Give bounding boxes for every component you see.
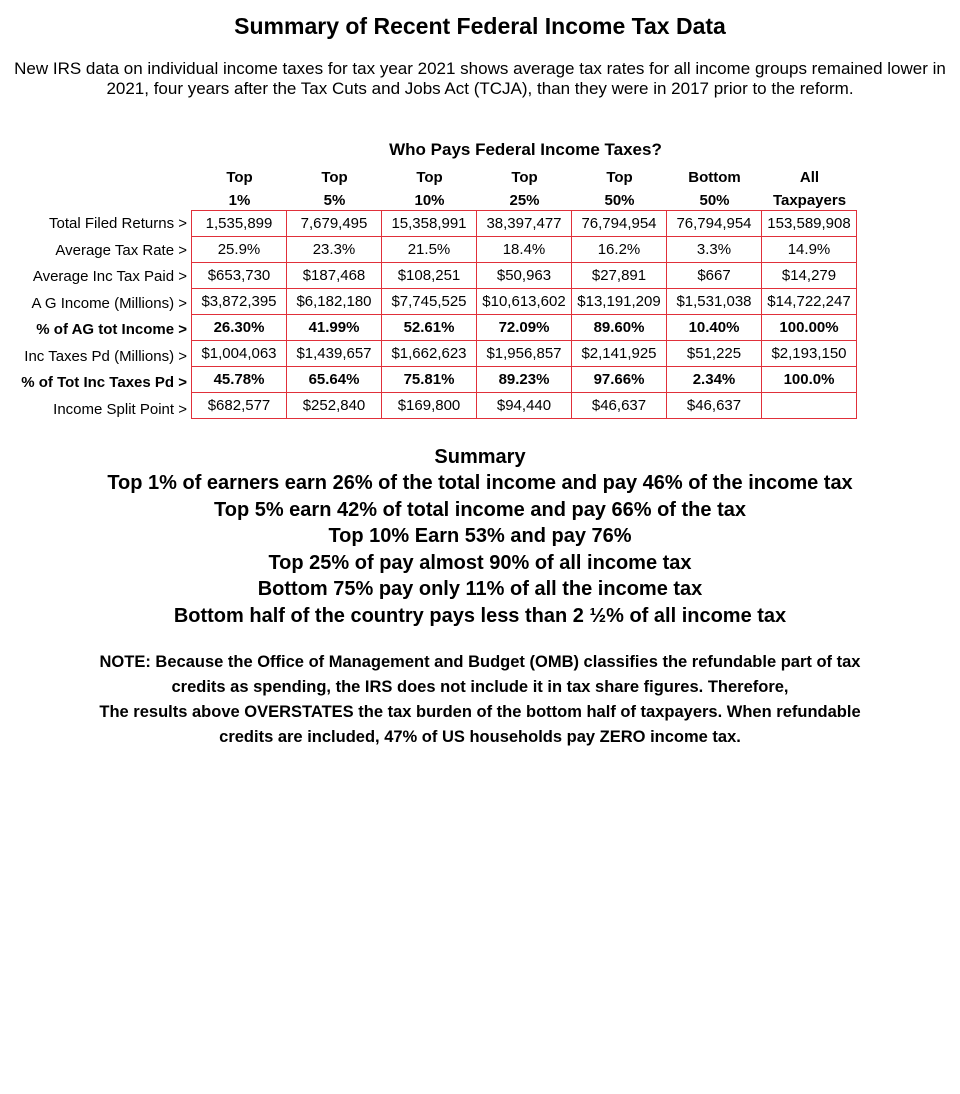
table-cell: 41.99%: [287, 315, 382, 341]
table-cell: 23.3%: [287, 237, 382, 263]
table-row: [192, 263, 857, 289]
table-row: [192, 341, 857, 367]
table-cell: $46,637: [667, 393, 762, 419]
table-cell: $6,182,180: [287, 289, 382, 315]
table-cell: 76,794,954: [572, 211, 667, 237]
table-cell: $1,662,623: [382, 341, 477, 367]
table-cell: $7,745,525: [382, 289, 477, 315]
note-line: The results above OVERSTATES the tax burden of the bottom half of taxpayers. When refundable: [99, 703, 861, 721]
table-cell: $13,191,209: [572, 289, 667, 315]
table-cell: $2,141,925: [572, 341, 667, 367]
table-row: [192, 237, 857, 263]
table-cell: $14,722,247: [762, 289, 857, 315]
table-cell: 76,794,954: [667, 211, 762, 237]
table-cell: 7,679,495: [287, 211, 382, 237]
table-cell: 2.34%: [667, 367, 762, 393]
summary-heading: Summary: [434, 446, 526, 468]
table-cell: $1,531,038: [667, 289, 762, 315]
row-label-income-split-point: Income Split Point >: [53, 401, 187, 418]
table-cell: $187,468: [287, 263, 382, 289]
table-cell: 15,358,991: [382, 211, 477, 237]
table-row: [192, 211, 857, 237]
row-label-total-filed-returns: Total Filed Returns >: [49, 215, 187, 232]
table-cell: 1,535,899: [192, 211, 287, 237]
table-row: [192, 289, 857, 315]
row-label-average-inc-tax-paid: Average Inc Tax Paid >: [32, 268, 187, 285]
table-cell: 75.81%: [382, 367, 477, 393]
table-cell: 153,589,908: [762, 211, 857, 237]
table-cell: 21.5%: [382, 237, 477, 263]
note-section: [0, 650, 960, 750]
summary-section: [0, 444, 960, 630]
table-cell: 45.78%: [192, 367, 287, 393]
summary-line: Top 25% of pay almost 90% of all income tax: [268, 551, 692, 574]
table-cell: $2,193,150: [762, 341, 857, 367]
table-cell: $14,279: [762, 263, 857, 289]
summary-line: Top 1% of earners earn 26% of the total income and pay 46% of the income tax: [107, 472, 853, 494]
table-cell: 18.4%: [477, 237, 572, 263]
summary-line: Bottom half of the country pays less than 2 ½% of all income tax: [173, 604, 787, 627]
summary-line: Bottom 75% pay only 11% of all the income tax: [257, 578, 703, 601]
intro-paragraph: New IRS data on individual income taxes for tax year 2021 shows average tax rates for all income groups remained lower in 2021, four years after the Tax Cuts and Jobs Act (TCJA), than they were in 2017 prior to the reform.: [14, 59, 946, 98]
row-label-inc-taxes-paid: Inc Taxes Pd (Millions) >: [24, 348, 187, 365]
table-cell: 38,397,477: [477, 211, 572, 237]
table-row: [192, 315, 857, 341]
table-cell: $682,577: [192, 393, 287, 419]
page-title: Summary of Recent Federal Income Tax Data: [234, 13, 726, 39]
table-cell: $10,613,602: [477, 289, 572, 315]
summary-line: Top 5% earn 42% of total income and pay 66% of the tax: [214, 498, 746, 521]
column-header-all-taxpayers: All Taxpayers: [772, 169, 847, 209]
note-line: NOTE: Because the Office of Management and Budget (OMB) classifies the refundable part of tax: [99, 653, 861, 671]
table-cell: $3,872,395: [192, 289, 287, 315]
table-cell: $1,004,063: [192, 341, 287, 367]
table-cell: $1,956,857: [477, 341, 572, 367]
table-cell: $46,637: [572, 393, 667, 419]
table-cell: $94,440: [477, 393, 572, 419]
table-cell: 100.00%: [762, 315, 857, 341]
table-row: [192, 367, 857, 393]
table-cell: $252,840: [287, 393, 382, 419]
table-cell: $1,439,657: [287, 341, 382, 367]
row-label-average-tax-rate: Average Tax Rate >: [55, 242, 187, 259]
table-cell: 3.3%: [667, 237, 762, 263]
table-cell: 89.23%: [477, 367, 572, 393]
table-cell: 16.2%: [572, 237, 667, 263]
table-cell: 10.40%: [667, 315, 762, 341]
table-row: [192, 393, 857, 419]
table-cell: 100.0%: [762, 367, 857, 393]
column-header-bottom-50: Bottom 50%: [688, 169, 741, 209]
table-cell: 89.60%: [572, 315, 667, 341]
table-cell: $667: [667, 263, 762, 289]
table-cell: $50,963: [477, 263, 572, 289]
table-cell: [762, 393, 857, 419]
table-cell: 65.64%: [287, 367, 382, 393]
table-cell: 97.66%: [572, 367, 667, 393]
table-title: Who Pays Federal Income Taxes?: [389, 140, 662, 159]
table-cell: $169,800: [382, 393, 477, 419]
table-cell: 25.9%: [192, 237, 287, 263]
table-cell: 14.9%: [762, 237, 857, 263]
column-header-top-10: Top 10%: [414, 169, 445, 209]
row-label-ag-income: A G Income (Millions) >: [31, 295, 187, 312]
row-label-pct-inc-taxes-paid: % of Tot Inc Taxes Pd >: [21, 374, 187, 391]
row-label-pct-ag-income: % of AG tot Income >: [36, 321, 187, 338]
table-cell: $653,730: [192, 263, 287, 289]
column-header-top-5: Top 5%: [321, 169, 348, 209]
table-cell: $27,891: [572, 263, 667, 289]
tax-data-table: [191, 210, 857, 419]
summary-line: Top 10% Earn 53% and pay 76%: [328, 525, 632, 548]
note-line: credits as spending, the IRS does not include it in tax share figures. Therefore,: [171, 678, 789, 696]
table-cell: 26.30%: [192, 315, 287, 341]
note-line: credits are included, 47% of US households pay ZERO income tax.: [219, 728, 741, 746]
table-cell: 52.61%: [382, 315, 477, 341]
table-cell: $108,251: [382, 263, 477, 289]
table-cell: $51,225: [667, 341, 762, 367]
table-cell: 72.09%: [477, 315, 572, 341]
column-header-top-50: Top 50%: [604, 169, 635, 209]
column-header-top-1: Top 1%: [226, 169, 253, 209]
column-header-top-25: Top 25%: [509, 169, 540, 209]
